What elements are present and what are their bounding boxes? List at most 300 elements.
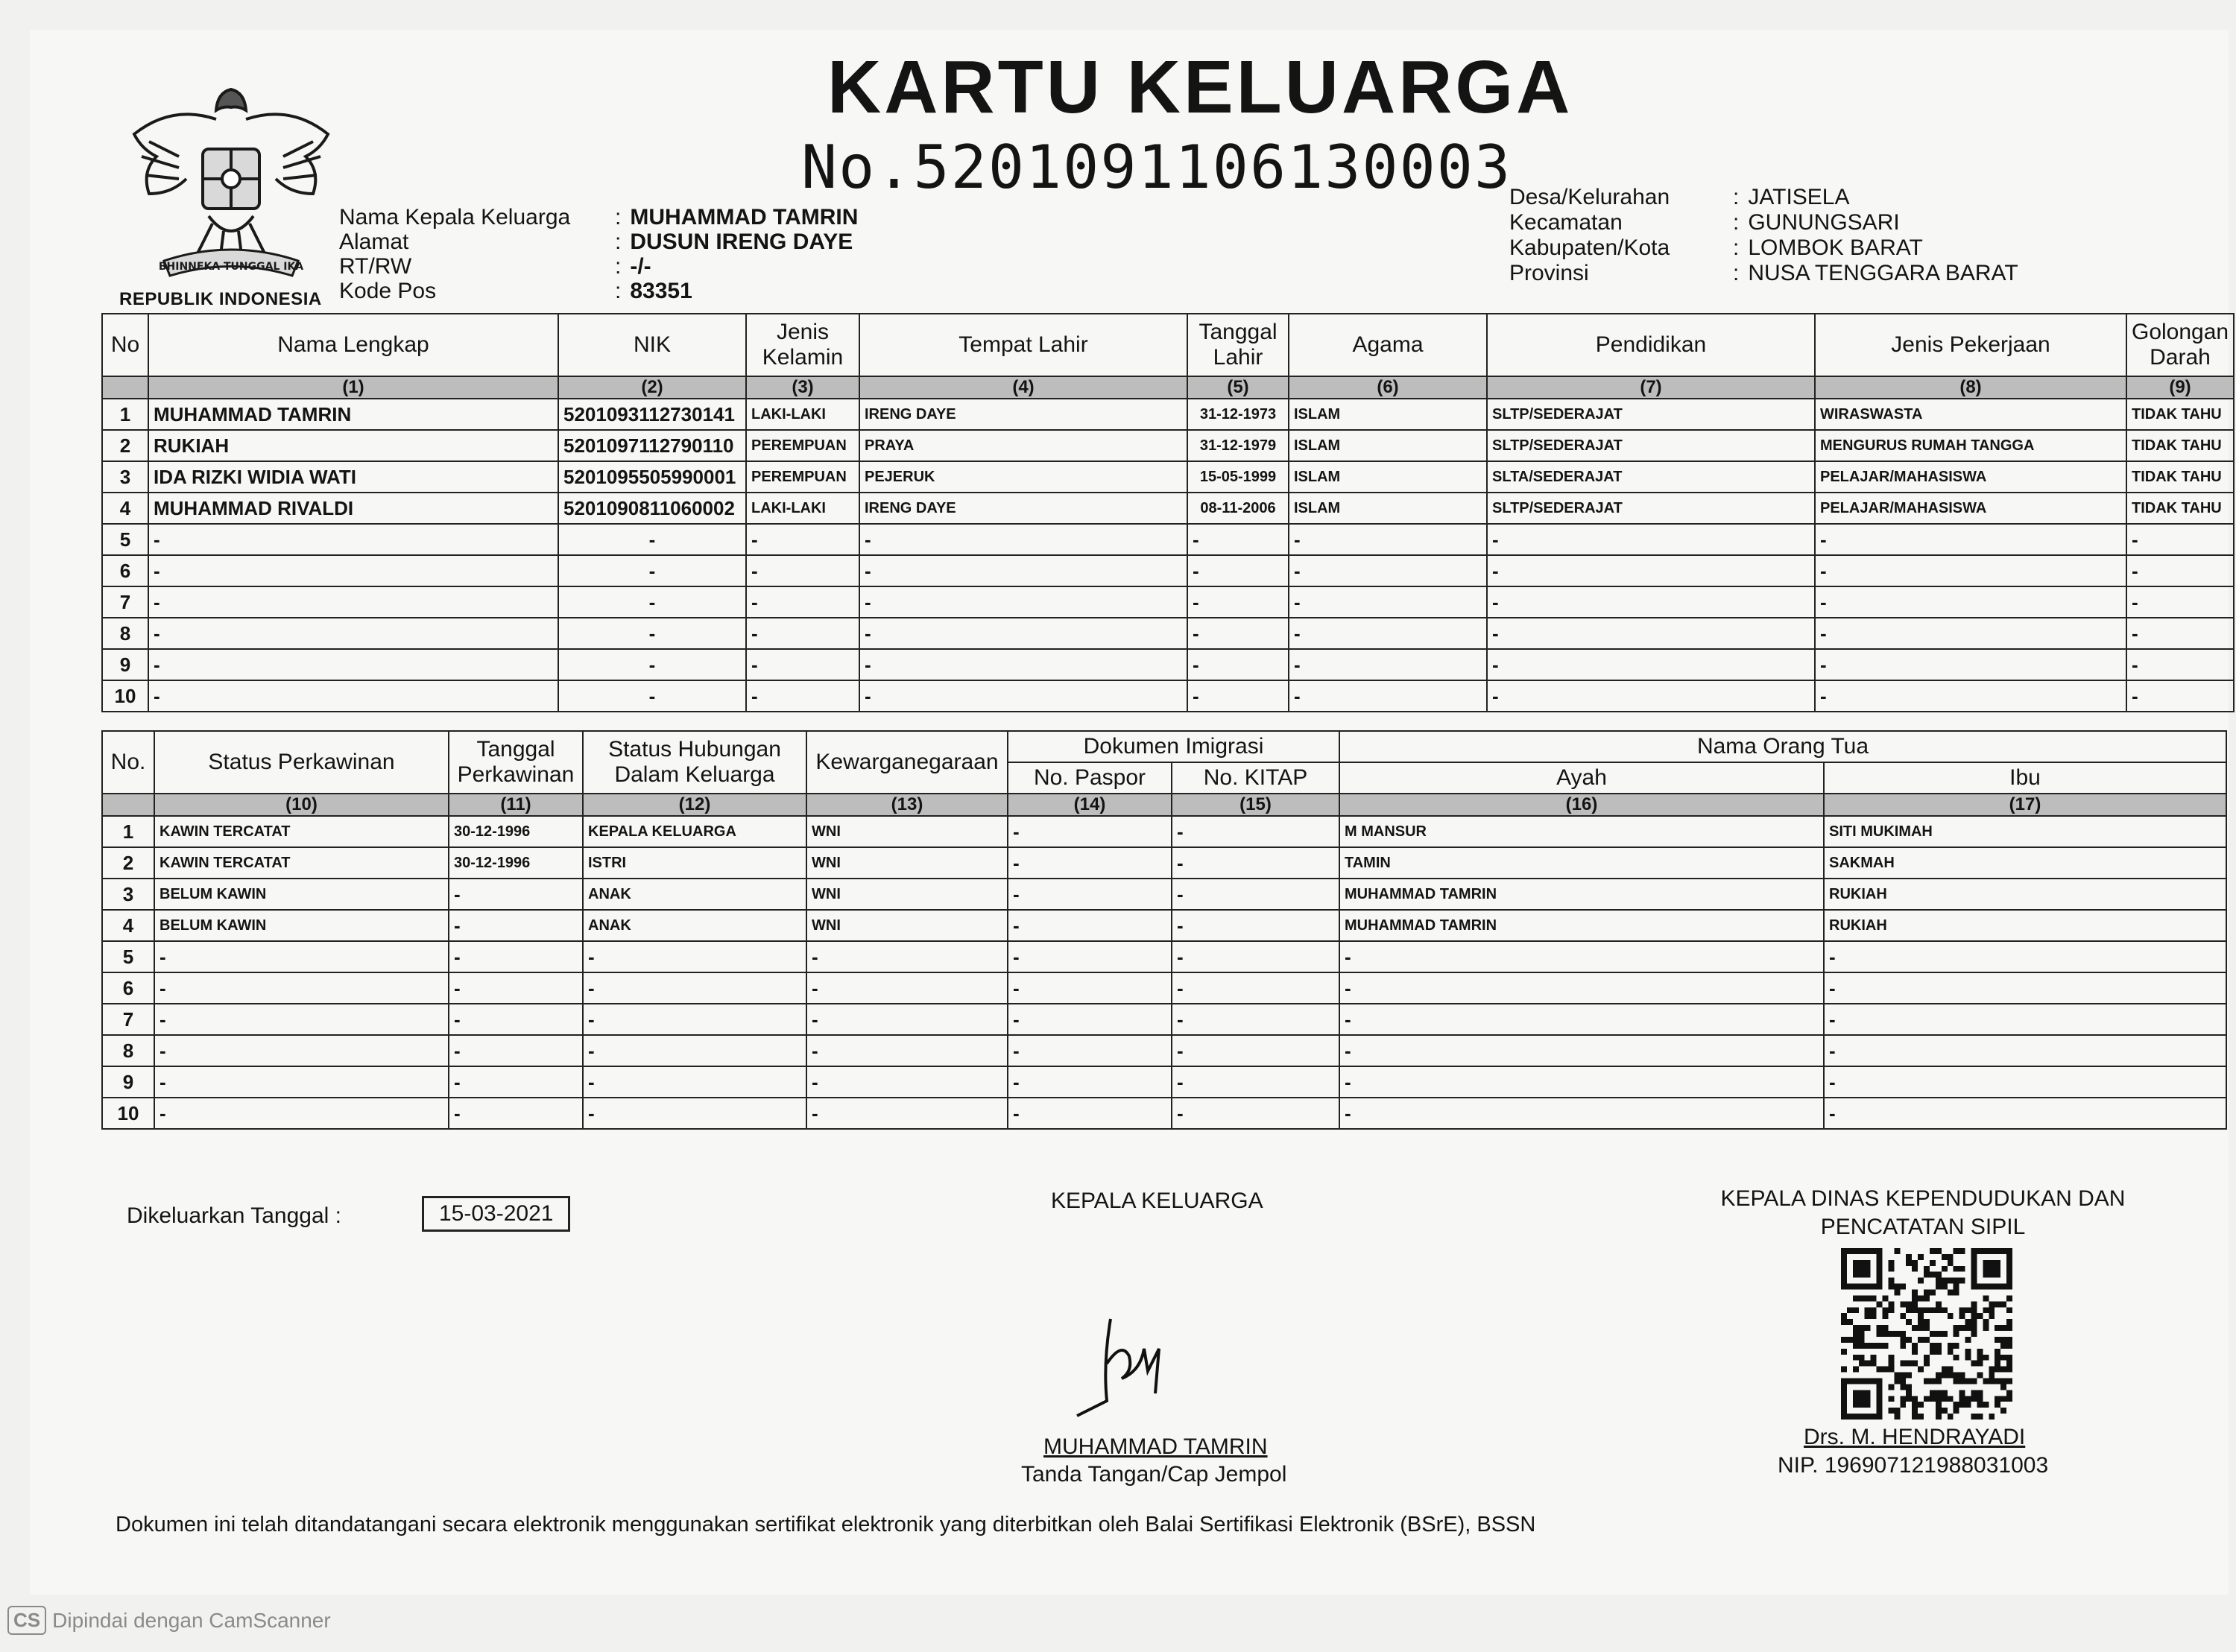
table-cell: - <box>806 941 1008 972</box>
table-cell: 08-11-2006 <box>1187 493 1289 524</box>
t2-header-kewarganegaraan: Kewarganegaraan <box>806 731 1008 794</box>
header_right-value: LOMBOK BARAT <box>1748 235 1923 260</box>
header_left-value: MUHAMMAD TAMRIN <box>630 205 859 230</box>
table-row <box>102 1035 2226 1066</box>
table-cell: - <box>558 555 746 586</box>
table-cell: 2 <box>102 847 154 879</box>
table-cell: 4 <box>102 493 148 524</box>
table-cell: WNI <box>806 816 1008 847</box>
table-cell: - <box>1187 586 1289 618</box>
t1-header-2: NIK <box>558 314 746 376</box>
t1-column-number: (7) <box>1487 376 1815 399</box>
table-cell: TIDAK TAHU <box>2126 430 2234 461</box>
signature-icon <box>1058 1311 1193 1431</box>
header_right-label: Desa/Kelurahan <box>1509 185 1670 209</box>
table-row <box>102 847 2226 879</box>
table-cell: - <box>148 649 558 680</box>
table-cell: - <box>558 524 746 555</box>
table-cell: SLTP/SEDERAJAT <box>1487 399 1815 430</box>
table-cell: 5201095505990001 <box>558 461 746 493</box>
table-row <box>102 879 2226 910</box>
table-cell: - <box>1487 524 1815 555</box>
table-cell: KAWIN TERCATAT <box>154 847 449 879</box>
dinas-title-line-1: KEPALA DINAS KEPENDUDUKAN DAN <box>1720 1186 2126 1211</box>
table-cell: - <box>148 524 558 555</box>
table-row <box>102 941 2226 972</box>
table-cell: - <box>1487 680 1815 712</box>
table-cell: - <box>1815 680 2126 712</box>
table-cell: MUHAMMAD TAMRIN <box>1339 879 1824 910</box>
table-cell: - <box>148 555 558 586</box>
t1-header-4: Tempat Lahir <box>859 314 1187 376</box>
t1-column-number: (2) <box>558 376 746 399</box>
table-cell: - <box>1824 1066 2226 1098</box>
table-cell: - <box>746 555 859 586</box>
table-cell: PEJERUK <box>859 461 1187 493</box>
table-cell: SAKMAH <box>1824 847 2226 879</box>
table-cell: - <box>2126 680 2234 712</box>
table-row <box>102 399 2234 430</box>
table-cell: RUKIAH <box>1824 910 2226 941</box>
table-cell: 8 <box>102 618 148 649</box>
table-cell: RUKIAH <box>148 430 558 461</box>
table-cell: 2 <box>102 430 148 461</box>
table-row <box>102 524 2234 555</box>
table-cell: 1 <box>102 399 148 430</box>
table-cell: KAWIN TERCATAT <box>154 816 449 847</box>
table1-header-row <box>102 314 2234 376</box>
table-cell: 9 <box>102 1066 154 1098</box>
table-cell: M MANSUR <box>1339 816 1824 847</box>
table-cell: - <box>859 649 1187 680</box>
kepala-keluarga-label: KEPALA KELUARGA <box>1051 1189 1263 1213</box>
emblem-motto: BHINNEKA TUNGGAL IKA <box>158 261 304 273</box>
t2-column-number: (11) <box>449 794 583 816</box>
table-cell: 31-12-1973 <box>1187 399 1289 430</box>
table-cell: - <box>1339 972 1824 1004</box>
table-cell: - <box>1187 649 1289 680</box>
table-cell: - <box>154 1066 449 1098</box>
table1-number-row <box>102 376 2234 399</box>
header_left-label: Kode Pos <box>339 279 437 303</box>
table-cell: - <box>1339 1035 1824 1066</box>
table-cell: LAKI-LAKI <box>746 399 859 430</box>
table-cell: ANAK <box>583 910 806 941</box>
colon-separator: : <box>615 254 622 279</box>
table-cell: - <box>1487 649 1815 680</box>
table-cell: - <box>1339 1098 1824 1129</box>
t2-header-no-paspor: No. Paspor <box>1008 762 1172 794</box>
table-cell: - <box>449 910 583 941</box>
table-cell: - <box>1339 941 1824 972</box>
republic-label: REPUBLIK INDONESIA <box>119 289 322 309</box>
header_left-row-3 <box>339 279 692 304</box>
table-cell: - <box>558 586 746 618</box>
table-cell: TIDAK TAHU <box>2126 461 2234 493</box>
table-cell: - <box>583 1035 806 1066</box>
table-cell: - <box>1172 879 1339 910</box>
table-cell: - <box>1172 1035 1339 1066</box>
table-cell: KEPALA KELUARGA <box>583 816 806 847</box>
table-row <box>102 493 2234 524</box>
table-cell: - <box>1824 972 2226 1004</box>
table-cell: - <box>1008 1098 1172 1129</box>
t1-header-3: Jenis Kelamin <box>746 314 859 376</box>
table-cell: PEREMPUAN <box>746 461 859 493</box>
header_right-value: JATISELA <box>1748 185 1850 209</box>
table-cell: - <box>1339 1066 1824 1098</box>
table-cell: - <box>148 680 558 712</box>
table-cell: - <box>1815 524 2126 555</box>
table-row <box>102 649 2234 680</box>
table-cell: - <box>2126 586 2234 618</box>
t1-header-9: Golongan Darah <box>2126 314 2234 376</box>
table-cell: 5201097112790110 <box>558 430 746 461</box>
table-cell: MUHAMMAD TAMRIN <box>1339 910 1824 941</box>
table-cell: - <box>859 586 1187 618</box>
signature-note: Tanda Tangan/Cap Jempol <box>1021 1462 1287 1487</box>
dinas-title-line-2: PENCATATAN SIPIL <box>1820 1214 2026 1239</box>
header_left-row-0 <box>339 205 858 230</box>
t2-column-number: (14) <box>1008 794 1172 816</box>
table-cell: ISLAM <box>1289 430 1487 461</box>
table-cell: - <box>1008 941 1172 972</box>
table-cell: - <box>859 618 1187 649</box>
table-cell: - <box>1172 1004 1339 1035</box>
t2-column-number: (13) <box>806 794 1008 816</box>
t2-column-number: (15) <box>1172 794 1339 816</box>
t2-header-dokumen-imigrasi: Dokumen Imigrasi <box>1008 731 1339 762</box>
table-cell: - <box>1289 555 1487 586</box>
header_right-label: Provinsi <box>1509 261 1589 285</box>
t1-column-number: (6) <box>1289 376 1487 399</box>
table-cell: ISLAM <box>1289 399 1487 430</box>
table-cell: IRENG DAYE <box>859 493 1187 524</box>
table-cell: - <box>1824 1035 2226 1066</box>
dinas-title <box>1707 1185 2139 1241</box>
kepala-keluarga-name: MUHAMMAD TAMRIN <box>1043 1434 1268 1459</box>
table-cell: - <box>1289 586 1487 618</box>
table-cell: - <box>1487 586 1815 618</box>
document-title: KARTU KELUARGA <box>827 45 1573 129</box>
table-cell: 31-12-1979 <box>1187 430 1289 461</box>
table-cell: - <box>583 941 806 972</box>
table-cell: BELUM KAWIN <box>154 910 449 941</box>
colon-separator: : <box>1733 210 1740 235</box>
table-cell: MUHAMMAD TAMRIN <box>148 399 558 430</box>
table-cell: TAMIN <box>1339 847 1824 879</box>
table-cell: - <box>806 1035 1008 1066</box>
header_right-row-1 <box>1509 210 1900 235</box>
header_left-value: DUSUN IRENG DAYE <box>630 230 853 254</box>
table-cell: - <box>1172 1066 1339 1098</box>
table-cell: 8 <box>102 1035 154 1066</box>
table-cell: - <box>746 586 859 618</box>
table-cell: - <box>558 680 746 712</box>
table-cell: ANAK <box>583 879 806 910</box>
t1-header-0: No <box>102 314 148 376</box>
t1-column-number: (8) <box>1815 376 2126 399</box>
header_right-value: NUSA TENGGARA BARAT <box>1748 261 2018 285</box>
table-cell: - <box>154 941 449 972</box>
table-row <box>102 972 2226 1004</box>
header_left-label: Nama Kepala Keluarga <box>339 205 571 230</box>
table-cell: - <box>449 1004 583 1035</box>
official-nip: NIP. 196907121988031003 <box>1778 1453 2049 1478</box>
colon-separator: : <box>615 205 622 230</box>
t1-column-number: (4) <box>859 376 1187 399</box>
table-cell: - <box>2126 555 2234 586</box>
t2-header-status-perkawinan: Status Perkawinan <box>154 731 449 794</box>
table-cell: ISLAM <box>1289 493 1487 524</box>
table-cell: - <box>583 1098 806 1129</box>
table-cell: ISTRI <box>583 847 806 879</box>
table-row <box>102 586 2234 618</box>
header_left-label: RT/RW <box>339 254 412 279</box>
header_right-value: GUNUNGSARI <box>1748 210 1900 235</box>
table-cell: 30-12-1996 <box>449 816 583 847</box>
table-cell: IRENG DAYE <box>859 399 1187 430</box>
header_left-value: -/- <box>630 254 651 279</box>
table-cell: - <box>746 618 859 649</box>
table-cell: - <box>1815 618 2126 649</box>
table-cell: - <box>449 1098 583 1129</box>
table-cell: - <box>1339 1004 1824 1035</box>
table-cell: - <box>806 1004 1008 1035</box>
table-cell: - <box>1008 1066 1172 1098</box>
t2-header-ayah: Ayah <box>1339 762 1824 794</box>
t2-header-ibu: Ibu <box>1824 762 2226 794</box>
table-cell: - <box>583 1004 806 1035</box>
table-cell: - <box>1008 847 1172 879</box>
t2-header-no-kitap: No. KITAP <box>1172 762 1339 794</box>
table-cell: - <box>1172 847 1339 879</box>
header_left-value: 83351 <box>630 279 692 303</box>
table-cell: PEREMPUAN <box>746 430 859 461</box>
t1-column-number: (9) <box>2126 376 2234 399</box>
table-cell: TIDAK TAHU <box>2126 493 2234 524</box>
table-cell: - <box>154 1035 449 1066</box>
table-cell: - <box>1172 910 1339 941</box>
table-cell: - <box>154 1004 449 1035</box>
colon-separator: : <box>615 230 622 254</box>
table-cell: BELUM KAWIN <box>154 879 449 910</box>
t1-column-number: (1) <box>148 376 558 399</box>
table-cell: - <box>1289 680 1487 712</box>
table-cell: PRAYA <box>859 430 1187 461</box>
table-cell: 3 <box>102 879 154 910</box>
table-cell: - <box>1187 618 1289 649</box>
table-cell: - <box>449 1035 583 1066</box>
colon-separator: : <box>1733 235 1740 260</box>
t2-header-status-hubungan: Status Hubungan Dalam Keluarga <box>583 731 806 794</box>
t1-header-1: Nama Lengkap <box>148 314 558 376</box>
table-cell: 6 <box>102 555 148 586</box>
table-cell: 6 <box>102 972 154 1004</box>
table-cell: - <box>1008 816 1172 847</box>
table-cell: - <box>859 680 1187 712</box>
table-row <box>102 461 2234 493</box>
table-cell: PELAJAR/MAHASISWA <box>1815 493 2126 524</box>
table-cell: - <box>449 879 583 910</box>
table-cell: - <box>1487 555 1815 586</box>
t2-column-number: (17) <box>1824 794 2226 816</box>
issued-date-value: 15-03-2021 <box>422 1196 570 1232</box>
garuda-emblem-icon <box>119 75 343 298</box>
table-cell: - <box>806 972 1008 1004</box>
t2-number-blank <box>102 794 154 816</box>
table-cell: 9 <box>102 649 148 680</box>
table2-header-row-1 <box>102 731 2226 762</box>
table-cell: - <box>1824 1098 2226 1129</box>
table-cell: - <box>583 972 806 1004</box>
table-row <box>102 910 2226 941</box>
scanner-text: Dipindai dengan CamScanner <box>52 1608 331 1632</box>
header_right-label: Kabupaten/Kota <box>1509 235 1670 260</box>
table-cell: IDA RIZKI WIDIA WATI <box>148 461 558 493</box>
table-cell: - <box>449 941 583 972</box>
table-cell: - <box>746 680 859 712</box>
t1-header-7: Pendidikan <box>1487 314 1815 376</box>
table-cell: - <box>806 1098 1008 1129</box>
table-cell: 7 <box>102 586 148 618</box>
table-cell: - <box>558 618 746 649</box>
table-cell: - <box>1187 680 1289 712</box>
table-cell: WIRASWASTA <box>1815 399 2126 430</box>
header_right-row-2 <box>1509 235 1923 261</box>
table-cell: - <box>806 1066 1008 1098</box>
table-cell: SLTP/SEDERAJAT <box>1487 493 1815 524</box>
table-cell: - <box>1815 649 2126 680</box>
header_left-row-2 <box>339 254 651 279</box>
t2-header-no: No. <box>102 731 154 794</box>
table2-number-row <box>102 794 2226 816</box>
table-cell: TIDAK TAHU <box>2126 399 2234 430</box>
table-cell: 15-05-1999 <box>1187 461 1289 493</box>
t1-column-number: (5) <box>1187 376 1289 399</box>
table-cell: - <box>154 972 449 1004</box>
table-cell: SLTP/SEDERAJAT <box>1487 430 1815 461</box>
table-cell: - <box>449 972 583 1004</box>
table-row <box>102 1066 2226 1098</box>
document-number: No.5201091106130003 <box>801 133 1512 202</box>
table-cell: 4 <box>102 910 154 941</box>
scanner-watermark <box>7 1606 331 1635</box>
table-cell: - <box>2126 524 2234 555</box>
table-cell: - <box>1172 816 1339 847</box>
table-cell: 5201090811060002 <box>558 493 746 524</box>
table-cell: SITI MUKIMAH <box>1824 816 2226 847</box>
table-cell: - <box>148 618 558 649</box>
table-cell: - <box>746 524 859 555</box>
table-cell: WNI <box>806 879 1008 910</box>
table-cell: - <box>2126 649 2234 680</box>
table-cell: - <box>1008 1035 1172 1066</box>
t2-column-number: (16) <box>1339 794 1824 816</box>
table-cell: - <box>746 649 859 680</box>
table-cell: - <box>1187 555 1289 586</box>
colon-separator: : <box>1733 261 1740 285</box>
table-cell: - <box>859 555 1187 586</box>
table-cell: - <box>1172 941 1339 972</box>
table-row <box>102 1098 2226 1129</box>
t2-column-number: (12) <box>583 794 806 816</box>
header_right-row-3 <box>1509 261 2018 286</box>
table-cell: - <box>148 586 558 618</box>
table-cell: - <box>1289 524 1487 555</box>
table-cell: 5 <box>102 524 148 555</box>
t1-header-8: Jenis Pekerjaan <box>1815 314 2126 376</box>
table-cell: - <box>1008 972 1172 1004</box>
t2-column-number: (10) <box>154 794 449 816</box>
header_right-label: Kecamatan <box>1509 210 1623 235</box>
table-cell: - <box>154 1098 449 1129</box>
camscanner-logo-icon: CS <box>7 1606 46 1635</box>
header_left-label: Alamat <box>339 230 409 254</box>
table-cell: 30-12-1996 <box>449 847 583 879</box>
colon-separator: : <box>615 279 622 303</box>
table-row <box>102 1004 2226 1035</box>
table-cell: 7 <box>102 1004 154 1035</box>
table-cell: - <box>1172 1098 1339 1129</box>
table-cell: - <box>859 524 1187 555</box>
table-cell: PELAJAR/MAHASISWA <box>1815 461 2126 493</box>
header_left-row-1 <box>339 230 853 255</box>
table-cell: 5 <box>102 941 154 972</box>
table-cell: - <box>1487 618 1815 649</box>
table-cell: 5201093112730141 <box>558 399 746 430</box>
table-cell: - <box>1187 524 1289 555</box>
official-name: Drs. M. HENDRAYADI <box>1804 1425 2026 1449</box>
table-cell: 1 <box>102 816 154 847</box>
t1-header-5: Tanggal Lahir <box>1187 314 1289 376</box>
table-cell: RUKIAH <box>1824 879 2226 910</box>
table-cell: - <box>1008 910 1172 941</box>
colon-separator: : <box>1733 185 1740 209</box>
table-cell: - <box>1289 649 1487 680</box>
t2-header-nama-orang-tua: Nama Orang Tua <box>1339 731 2226 762</box>
table-row <box>102 618 2234 649</box>
table-cell: MUHAMMAD RIVALDI <box>148 493 558 524</box>
family-members-table <box>101 313 2235 712</box>
table-cell: - <box>1815 586 2126 618</box>
table-cell: - <box>1008 1004 1172 1035</box>
table-cell: - <box>558 649 746 680</box>
table-cell: - <box>2126 618 2234 649</box>
table-cell: SLTA/SEDERAJAT <box>1487 461 1815 493</box>
table-row <box>102 430 2234 461</box>
issued-date-label: Dikeluarkan Tanggal : <box>127 1203 341 1228</box>
qr-code-icon <box>1830 1248 2024 1420</box>
table-cell: - <box>1008 879 1172 910</box>
table-row <box>102 555 2234 586</box>
table-row <box>102 816 2226 847</box>
table-cell: - <box>449 1066 583 1098</box>
table-cell: LAKI-LAKI <box>746 493 859 524</box>
table-cell: - <box>1172 972 1339 1004</box>
t1-column-number: (3) <box>746 376 859 399</box>
table-cell: - <box>1824 941 2226 972</box>
table-cell: ISLAM <box>1289 461 1487 493</box>
family-status-table <box>101 730 2227 1130</box>
t2-header-tanggal-perkawinan: Tanggal Perkawinan <box>449 731 583 794</box>
t1-header-6: Agama <box>1289 314 1487 376</box>
table-cell: - <box>583 1066 806 1098</box>
table-cell: 10 <box>102 1098 154 1129</box>
table-cell: MENGURUS RUMAH TANGGA <box>1815 430 2126 461</box>
electronic-signature-note: Dokumen ini telah ditandatangani secara elektronik menggunakan sertifikat elektronik yang diterbitkan oleh Balai Sertifikasi Elektronik (BSrE), BSSN <box>116 1513 1536 1537</box>
t1-number-blank <box>102 376 148 399</box>
